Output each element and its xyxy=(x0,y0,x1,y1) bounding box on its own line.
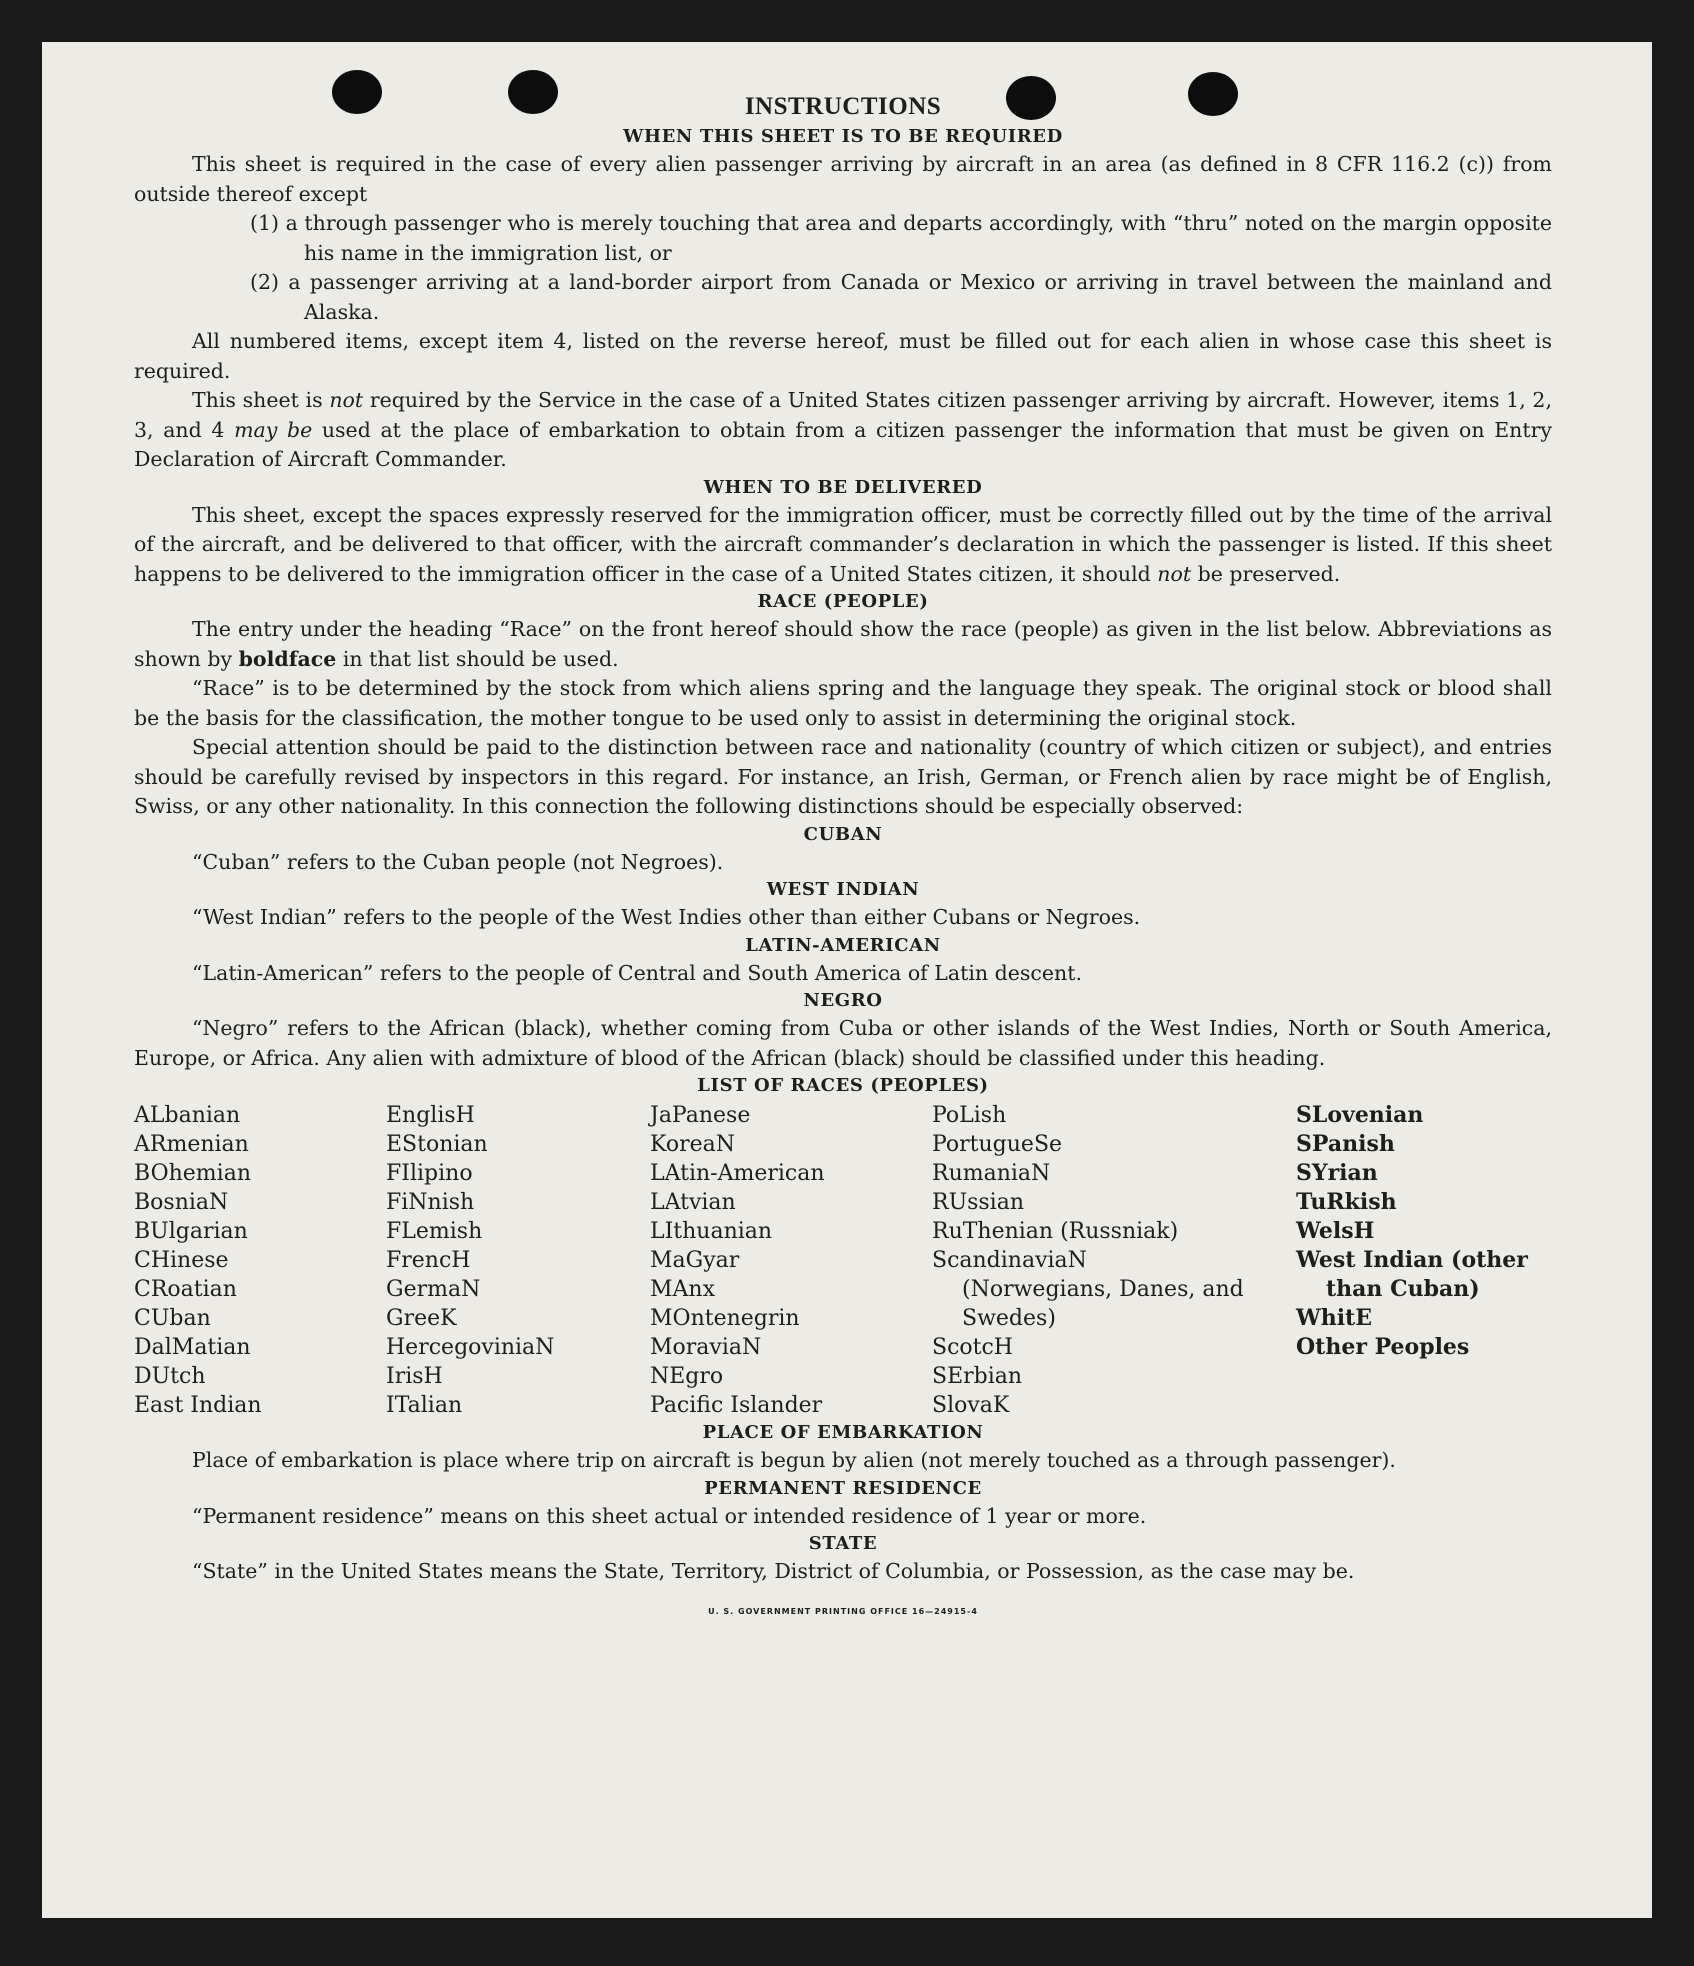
section-heading: LIST OF RACES (PEOPLES) xyxy=(697,1075,989,1096)
text-run: boldface xyxy=(238,646,337,671)
race-item: MoraviaN xyxy=(650,1335,762,1360)
race-item: ScotcH xyxy=(932,1335,1013,1360)
race-item: NEgro xyxy=(650,1364,724,1389)
race-item: FIlipino xyxy=(386,1161,473,1186)
race-item: JaPanese xyxy=(650,1103,751,1128)
race-item: SlovaK xyxy=(932,1393,1010,1418)
race-item: SPanish xyxy=(1296,1131,1395,1157)
race-item: SErbian xyxy=(932,1364,1023,1389)
text-run: not xyxy=(329,388,364,412)
race-item: FrencH xyxy=(386,1248,471,1273)
section-heading: WEST INDIAN xyxy=(766,879,920,900)
race-item: West Indian (other than Cuban) xyxy=(1296,1247,1528,1302)
page-title: INSTRUCTIONS xyxy=(744,93,942,120)
race-item: BOhemian xyxy=(134,1161,251,1186)
race-item: BUlgarian xyxy=(134,1219,248,1244)
race-item: Other Peoples xyxy=(1296,1334,1470,1360)
race-item: SYrian xyxy=(1296,1160,1378,1186)
race-item: PortugueSe xyxy=(932,1132,1063,1157)
race-item: ITalian xyxy=(386,1393,463,1418)
race-item: MaGyar xyxy=(650,1248,740,1273)
text-run: required by the Service in the case of a United States citizen passenger arriving by aircraft. However, items 1, 2, 3, and 4 xyxy=(134,388,1552,442)
section-heading: LATIN-AMERICAN xyxy=(745,934,941,956)
race-item: WelsH xyxy=(1296,1218,1375,1244)
race-item: EnglisH xyxy=(386,1103,475,1128)
races-column xyxy=(1296,1101,1552,1420)
race-item: WhitE xyxy=(1296,1305,1372,1331)
races-column xyxy=(650,1101,932,1420)
paragraph: Place of embarkation is place where trip on aircraft is begun by alien (not merely touched as a through passenger). xyxy=(192,1448,1396,1472)
paragraph: “Latin-American” refers to the people of Central and South America of Latin descent. xyxy=(192,960,1082,985)
race-item: Pacific Islander xyxy=(650,1393,823,1418)
race-item: MAnx xyxy=(650,1277,715,1302)
race-item: LAtvian xyxy=(650,1190,736,1215)
paragraph xyxy=(134,615,1552,674)
races-list xyxy=(134,1101,1552,1420)
paragraph: Special attention should be paid to the distinction between race and nationality (country of which citizen or subject), and entries should be carefully revised by inspectors in this regard. For instance, an Irish, German, or French alien by race might be of English, Swiss, or any other nationality. In this connection the following distinctions should be especially observed: xyxy=(134,735,1552,818)
race-item: SLovenian xyxy=(1296,1102,1424,1128)
race-item: GreeK xyxy=(386,1306,457,1331)
text-run: This sheet is xyxy=(192,388,330,412)
race-item: RuThenian (Russniak) xyxy=(932,1219,1179,1244)
section-heading: STATE xyxy=(808,1533,878,1554)
race-item: East Indian xyxy=(134,1393,262,1418)
race-item: CHinese xyxy=(134,1248,229,1273)
races-column xyxy=(134,1101,386,1420)
races-column xyxy=(932,1101,1244,1420)
section-heading: WHEN TO BE DELIVERED xyxy=(703,476,983,498)
race-item: EStonian xyxy=(386,1132,488,1157)
race-item: LAtin-American xyxy=(650,1161,825,1186)
race-item: FiNnish xyxy=(386,1190,475,1215)
race-item: RUssian xyxy=(932,1190,1025,1215)
race-item: IrisH xyxy=(386,1364,443,1389)
paragraph: “Cuban” refers to the Cuban people (not Negroes). xyxy=(192,849,724,874)
race-item: MOntenegrin xyxy=(650,1306,800,1331)
list-item: (1) a through passenger who is merely touching that area and departs accordingly, with “thru” noted on the margin opposite his name in the immigration list, or xyxy=(250,211,1552,265)
paragraph: “West Indian” refers to the people of the West Indies other than either Cubans or Negroes. xyxy=(192,905,1141,929)
race-item: ARmenian xyxy=(134,1132,249,1157)
list-item: (2) a passenger arriving at a land-border airport from Canada or Mexico or arriving in travel between the mainland and Alaska. xyxy=(250,270,1552,324)
race-item: BosniaN xyxy=(134,1190,229,1215)
document-sheet xyxy=(42,42,1652,1918)
race-item: DUtch xyxy=(134,1364,206,1389)
race-item: GermaN xyxy=(386,1277,481,1302)
race-item: KoreaN xyxy=(650,1132,735,1157)
race-item: ScandinaviaN (Norwegians, Danes, and Swedes) xyxy=(932,1248,1244,1331)
instructions-content xyxy=(134,90,1552,1626)
race-item: ALbanian xyxy=(134,1103,241,1128)
printer-imprint: U. S. GOVERNMENT PRINTING OFFICE 16—24915-4 xyxy=(708,1606,978,1616)
section-heading: CUBAN xyxy=(803,823,883,845)
text-run: The entry under the heading “Race” on the front hereof should show the race (people) as given in the list below. Abbreviations as shown by xyxy=(134,617,1552,671)
race-item: RumaniaN xyxy=(932,1161,1051,1186)
text-run: in that list should be used. xyxy=(336,646,619,671)
section-heading: NEGRO xyxy=(803,990,883,1011)
race-item: DalMatian xyxy=(134,1335,251,1360)
race-item: TuRkish xyxy=(1296,1189,1397,1215)
paragraph: “Permanent residence” means on this sheet actual or intended residence of 1 year or more. xyxy=(192,1503,1147,1528)
paragraph: “Race” is to be determined by the stock from which aliens spring and the language they speak. The original stock or blood shall be the basis for the classification, the mother tongue to be used only to assist in determining the original stock. xyxy=(134,676,1552,730)
text-run: may be xyxy=(234,417,313,442)
text-run: used at the place of embarkation to obtain from a citizen passenger the information that must be given on Entry Declaration of Aircraft Commander. xyxy=(134,417,1553,471)
race-item: CUban xyxy=(134,1306,211,1331)
paragraph: “State” in the United States means the State, Territory, District of Columbia, or Possession, as the case may be. xyxy=(192,1559,1355,1583)
section-heading: PERMANENT RESIDENCE xyxy=(704,1477,982,1499)
race-item: CRoatian xyxy=(134,1277,237,1302)
section-heading: WHEN THIS SHEET IS TO BE REQUIRED xyxy=(623,126,1063,147)
text-run: not xyxy=(1157,561,1192,586)
paragraph xyxy=(134,386,1552,475)
section-heading: RACE (PEOPLE) xyxy=(757,591,929,612)
paragraph xyxy=(134,501,1552,590)
text-run: This sheet, except the spaces expressly reserved for the immigration officer, must be correctly filled out by the time of the arrival of the aircraft, and be delivered to that officer, with the aircraft commander’s declaration in which the passenger is listed. If this sheet happens to be delivered to the immigration officer in the case of a United States citizen, it should xyxy=(134,502,1552,586)
races-column xyxy=(386,1101,650,1420)
race-item: FLemish xyxy=(386,1219,483,1244)
race-item: HercegoviniaN xyxy=(386,1335,555,1360)
text-run: be preserved. xyxy=(1191,561,1341,586)
paragraph: This sheet is required in the case of every alien passenger arriving by aircraft in an area (as defined in 8 CFR 116.2 (c)) from outside thereof except xyxy=(134,152,1552,206)
section-heading: PLACE OF EMBARKATION xyxy=(702,1422,984,1443)
paragraph: All numbered items, except item 4, listed on the reverse hereof, must be filled out for each alien in whose case this sheet is required. xyxy=(134,329,1552,383)
paragraph: “Negro” refers to the African (black), whether coming from Cuba or other islands of the West Indies, North or South America, Europe, or Africa. Any alien with admixture of blood of the African (black) should be classified under this heading. xyxy=(134,1016,1552,1070)
race-item: PoLish xyxy=(932,1103,1007,1128)
race-item: LIthuanian xyxy=(650,1219,773,1244)
